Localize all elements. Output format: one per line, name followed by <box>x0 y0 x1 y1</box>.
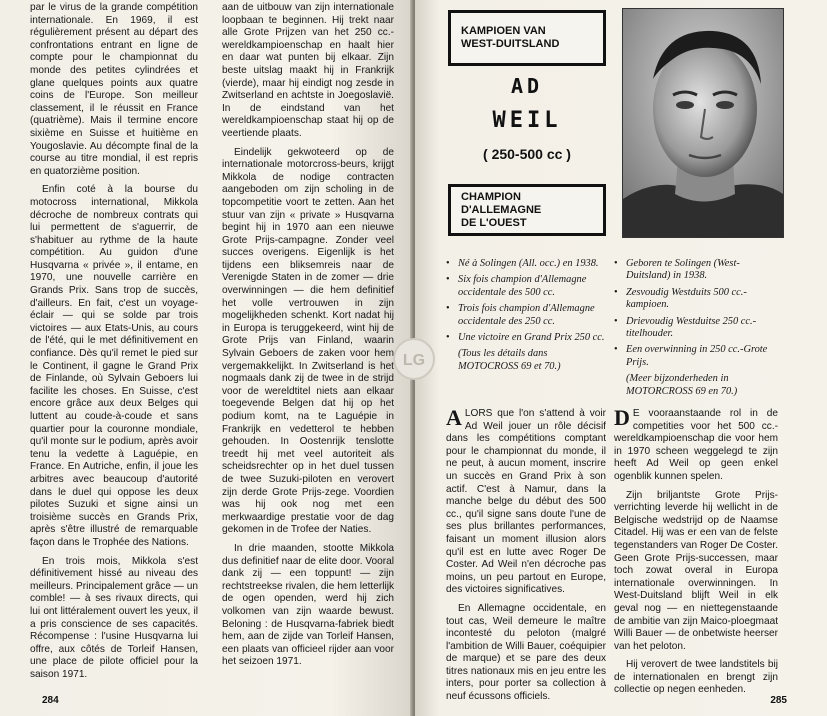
fact-item: • Né à Solingen (All. occ.) en 1938. <box>446 258 606 270</box>
facts-list-french <box>446 258 606 373</box>
paragraph-text: LORS que l'on s'attend à voir Ad Weil jouer un rôle décisif dans les compétitions comptant pour le championnat du monde, il ne peut, à aucun moment, inscrire un succès en Grand Prix à son actif. C'est à Namur, dans la manche belge du début des 500 cc., qu'il signe sans doute l'une de ses plus brillantes performances, faisant un moment illusion alors qu'il est en lutte avec Roger De Coster. Ad Weil n'en décroche pas moins, un peu partout en Europe, des victoires significatives. <box>446 408 606 596</box>
paragraph: Eindelijk gekwoteerd op de internationale motorcross-beurs, krijgt Mikkola de nodige contracten aangeboden om zijn scholing in de topcompetitie voort te zetten. Aan het stuur van zijn « private » Husqvarna begint hij in 1970 aan een nieuwe Grote Prijs-campagne. Zonder veel succes overigens. Eigenlijk is het tijdens een bliksemreis naar de Verenigde Staten in de zomer — drie overwinningen — die hem definitief het volle vertrouwen in zijn mogelijkheden schenkt. Kort nadat hij in Europa is teruggekeerd, wint hij de Grote Prijs van Finland, waarin Sylvain Geboers de zaken voor hem vergemakkelijkt. In Zwitserland is het nogmaals dank zij de twee in de strijd voor de wereldtitel niets aan elkaar toegevende Belgen dat hij op het podium komt, na te Laguépie in Frankrijk en vedetterol te hebben gehouden. In Oostenrijk tenslotte treedt hij met veel autoriteit als scheidsrechter op in het duel tussen de twee Suzuki-piloten en verovert zijn derde Grote Prijs-zege. Voordien was hij ook nog met een merkwaardige prestatie voor de dag gekomen in de Trofee der Naties. <box>222 146 394 536</box>
fact-item: • Trois fois champion d'Allemagne occidentale des 250 cc. <box>446 303 606 328</box>
facts-note: (Tous les détails dans MOTOCROSS 69 et 70.) <box>458 348 561 372</box>
paragraph <box>614 405 778 484</box>
rider-class: ( 250-500 cc ) <box>483 146 571 162</box>
title-box-dutch <box>448 10 606 66</box>
paragraph: En trois mois, Mikkola s'est définitivement hissé au niveau des meilleurs. Principalement grâce — un comble! — à ses rivaux directs, qui lui ont littéralement ouvert les yeux, il a pris conscience de ses capacités. Récompense : l'usine Husqvarna lui offre, aux côtés de Torleif Hansen, une place de pilote officiel pour la saison 1971. <box>30 555 198 680</box>
title-line: DE L'OUEST <box>461 217 527 229</box>
title-box-french <box>448 184 606 236</box>
fact-item: • Zesvoudig Westduits 500 cc.-kampioen. <box>614 287 774 312</box>
page-number-right: 285 <box>770 695 787 706</box>
page-number-left: 284 <box>42 695 59 706</box>
portrait-image <box>623 9 783 237</box>
drop-cap: D <box>614 405 630 430</box>
watermark-logo <box>388 336 440 382</box>
title-line: D'ALLEMAGNE <box>461 204 542 216</box>
fact-item: • Een overwinning in 250 cc.-Grote Prijs. <box>614 344 774 369</box>
paragraph: aan de uitbouw van zijn internationale loopbaan te beginnen. Hij trekt naar alle Grote Prijzen van het 250 cc.-wereldkampioenschap en haalt hier en daar wat punten bij elkaar. Zijn beste uitslag maakt hij in Frankrijk (vierde), maar hij eindigt nog zesde in Zwitserland en achtste in Joegoslavië. In de eindstand van het wereldkampioenschap staat hij op de veertiende plaats. <box>222 2 394 139</box>
paragraph: Enfin coté à la bourse du motocross international, Mikkola décroche de nombreux contrats qui lui permettent de s'aguerrir, de s'habituer au rythme de la haute compétition. Au guidon d'une Husqvarna « privée », il entame, en 1970, une nouvelle carrière en Grands Prix. Sans trop de succès, d'ailleurs. En fait, c'est un voyage-éclair — qui se solde par trois victoires — aux Etats-Unis, au cours de l'été, qui le met définitivement en confiance. Dès qu'il remet le pied sur le Continent, il gagne le Grand Prix de Finlande, où Sylvain Geboers lui facilite les choses. En Suisse, c'est encore grâce aux deux Belges qui luttent au coude-à-coude et sans quartier pour la couronne mondiale, qu'il monte sur le podium, après avoir tenu la vedette à Laguépie, en France. En Autriche, enfin, il joue les arbitres avec beaucoup d'autorité dans le duel qui oppose les deux pilotes Suzuki et signe ainsi un troisième succès en Grands Prix, après s'être illustré de remarquable façon dans le Trophée des Nations. <box>30 184 198 548</box>
fact-item: • Six fois champion d'Allemagne occidentale des 500 cc. <box>446 274 606 299</box>
rider-portrait-photo <box>622 8 784 238</box>
rider-last-name: WEIL <box>492 108 562 133</box>
fact-item: • Geboren te Solingen (West-Duitsland) in 1938. <box>614 258 774 283</box>
title-line: KAMPIOEN VAN <box>461 25 546 37</box>
paragraph: par le virus de la grande compétition internationale. En 1969, il est régulièrement présent au départ des confrontations entrant en ligne de compte pour le championnat du monde des petites cylindrées et glane quelques points aux quatre coins de l'Europe. Son meilleur classement, il le réussit en France (quatrième). Mais il termine encore sixième en Suisse et huitième en Yougoslavie. Au décompte final de la course au titre mondial, il est repris en quatorzième position. <box>30 2 198 177</box>
paragraph: Hij verovert de twee landstitels bij de internationalen en brengt zijn collectie op negen eenheden. <box>614 659 778 696</box>
logo-text: LG <box>402 352 426 369</box>
facts-note: (Meer bijzonderheden in MOTORCROSS 69 en 70.) <box>626 373 738 397</box>
right-column-french <box>446 405 606 710</box>
left-column-french <box>30 2 198 687</box>
rider-first-name: AD <box>510 74 544 98</box>
paragraph: En Allemagne occidentale, en tout cas, Weil demeure le maître incontesté du peloton (malgré l'ambition de Willi Bauer, coéquipier de marque) et se pare des deux titres nationaux mis en jeu entre les inters, pour porter sa collection à neuf écussons officiels. <box>446 602 606 703</box>
paragraph-text: E vooraanstaande rol in de competities voor het 500 cc.-wereldkampioenschap die voor hem in 1970 scheen weggelegd te zijn heeft Ad Weil op geen enkel ogenblik kunnen spelen. <box>614 408 778 482</box>
paragraph: In drie maanden, stootte Mikkola dus definitief naar de elite door. Vooral dank zij — een toppunt! — zijn rechtstreekse rivalen, die hem letterlijk de ogen openden, werd hij zich volkomen van zijn waarde bewust. Beloning : de Husqvarna-fabriek biedt hem, aan de zijde van Torleif Hansen, een plaats van officieel rijder aan voor het seizoen 1971. <box>222 542 394 668</box>
facts-list-dutch <box>614 258 774 398</box>
paragraph <box>446 405 606 597</box>
fact-item: • Drievoudig Westduitse 250 cc.-titelhouder. <box>614 316 774 341</box>
fact-item: • Une victoire en Grand Prix 250 cc. <box>446 332 606 344</box>
paragraph: Zijn briljantste Grote Prijs-verrichting leverde hij wellicht in de Belgische wedstrijd op de Naamse Citadel. Hij was er een van de felste tegenstanders van Roger De Coster. Geen Grote Prijs-successen, maar toch zowat overal in Europa internationale overwinningen. In West-Duitsland blijft Weil in elk geval nog — en niettegenstaande de ambitie van zijn Maico-ploegmaat Willi Bauer — de onbetwiste heerser van het peloton. <box>614 489 778 652</box>
left-page <box>0 0 413 716</box>
left-column-dutch <box>222 2 394 675</box>
right-column-dutch <box>614 405 778 703</box>
title-line: WEST-DUITSLAND <box>461 38 560 50</box>
drop-cap: A <box>446 405 462 430</box>
title-line: CHAMPION <box>461 191 521 203</box>
